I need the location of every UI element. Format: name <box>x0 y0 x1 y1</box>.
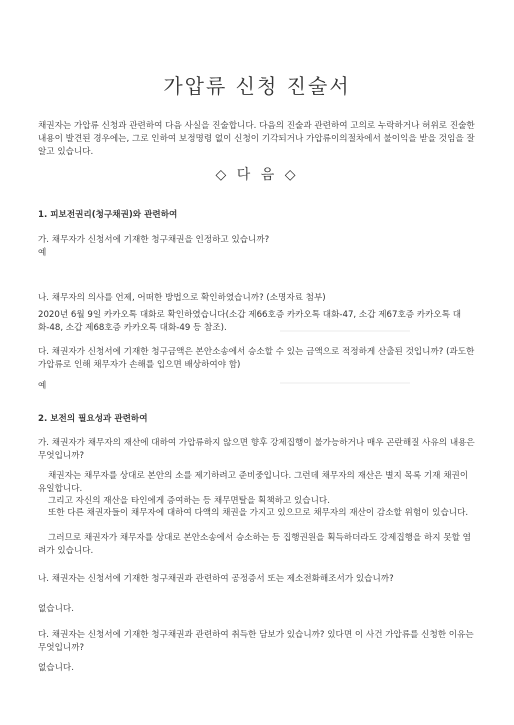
s2-answer-a-1: 채권자는 채무자를 상대로 본안의 소를 제기하려고 준비중입니다. 그런데 채무자의 재산은 별지 목록 기재 채권이 유일합니다. <box>38 471 469 494</box>
s1-answer-a: 예 <box>38 248 47 258</box>
s2-answer-c: 없습니다. <box>38 663 74 673</box>
s2-answer-b: 없습니다. <box>38 604 74 614</box>
s1-answer-c: 예 <box>38 381 47 391</box>
intro-paragraph: 채권자는 가압류 신청과 관련하여 다음 사실을 진술합니다. 다음의 진술과 관련하여 고의로 누락하거나 허위로 진술한 내용이 발견된 경우에는, 그로 인하여 보정명령 없이 신청이 기각되거나 가압류이의절차에서 불이익을 받을 것임을 잘 알고 있습니다. <box>38 121 475 157</box>
section-heading: ◇ 다 음 ◇ <box>215 167 299 183</box>
s2-answer-a-4: 그러므로 채권자가 채무자를 상대로 본안소송에서 승소하는 등 집행권원을 획득하더라도 강제집행을 하지 못할 염려가 있습니다. <box>38 533 471 556</box>
document-title: 가압류 신청 진술서 <box>163 74 351 98</box>
s2-question-b: 나. 채권자는 신청서에 기재한 청구채권과 관련하여 공정증서 또는 제소전화해조서가 있습니까? <box>38 574 394 584</box>
s2-answer-a-3: 또한 다른 채권자들이 채무자에 대하여 다액의 채권을 가지고 있으므로 채무자의 재산이 감소할 위험이 있습니다. <box>48 508 469 518</box>
section1-title: 1. 피보전권리(청구채권)와 관련하여 <box>38 210 178 220</box>
s1-question-b: 나. 채무자의 의사를 언제, 어떠한 방법으로 확인하였습니까? (소명자료 첨부) <box>38 293 326 303</box>
s1-question-a: 가. 채무자가 신청서에 기재한 청구채권을 인정하고 있습니까? <box>38 235 270 245</box>
section2-title: 2. 보전의 필요성과 관련하여 <box>38 414 148 424</box>
s2-question-a: 가. 채권자가 채무자의 재산에 대하여 가압류하지 않으면 향후 강제집행이 불가능하거나 매우 곤란해질 사유의 내용은 무엇입니까? <box>38 438 475 461</box>
s2-answer-a-2: 그리고 자신의 재산을 타인에게 증여하는 등 채무면탈을 획책하고 있습니다. <box>48 496 330 506</box>
s1-answer-b: 2020년 6월 9일 카카오톡 대화로 확인하였습니다(소갑 제66호증 카카오톡 대화-47, 소갑 제67호증 카카오톡 대화-48, 소갑 제68호증 카카오톡 대화-49 등 참조). <box>38 310 462 333</box>
s2-question-c: 다. 채권자는 신청서에 기재한 청구채권과 관련하여 취득한 담보가 있습니까? 있다면 이 사건 가압류를 신청한 이유는 무엇입니까? <box>38 630 474 653</box>
s1-question-c: 다. 채권자가 신청서에 기재한 청구금액은 본안소송에서 승소할 수 있는 금액으로 적정하게 산출된 것입니까? (과도한 가압류로 인해 채무자가 손해를 입으면 배상하여야 함) <box>38 347 475 370</box>
